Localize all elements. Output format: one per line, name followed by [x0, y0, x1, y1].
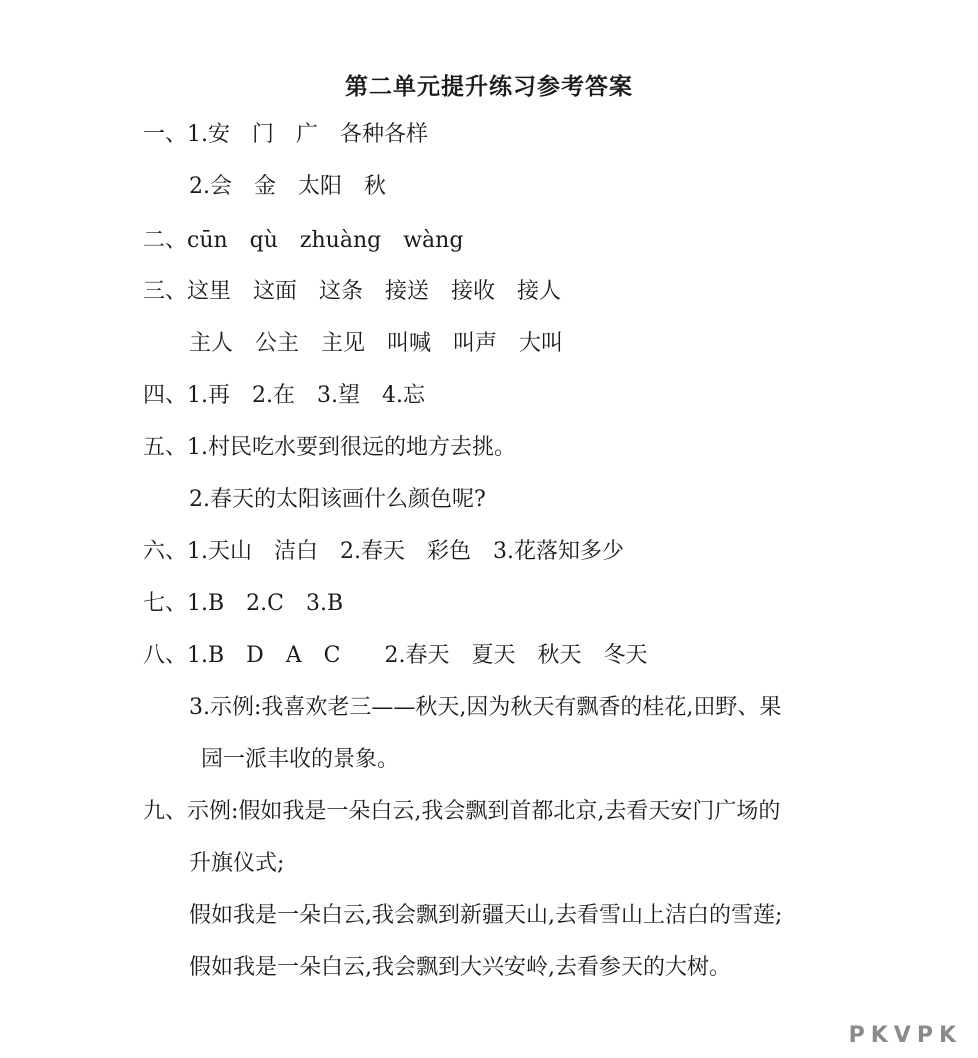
answer-line-8-3: 园一派丰收的景象。	[201, 747, 400, 772]
answer-line-1-2: 2.会 金 太阳 秋	[189, 174, 386, 199]
answer-line-9-3: 假如我是一朵白云,我会飘到新疆天山,去看雪山上洁白的雪莲;	[189, 903, 783, 928]
answer-line-3-2: 主人 公主 主见 叫喊 叫声 大叫	[189, 331, 564, 356]
answer-line-2: 二、cūn qù zhuàng wàng	[143, 228, 464, 253]
answer-line-8-1: 八、1.B D A C 2.春天 夏天 秋天 冬天	[143, 643, 648, 668]
answer-line-9-1: 九、示例:假如我是一朵白云,我会飘到首都北京,去看天安门广场的	[143, 799, 781, 824]
answer-line-5-2: 2.春天的太阳该画什么颜色呢?	[189, 487, 486, 512]
answer-line-3-1: 三、这里 这面 这条 接送 接收 接人	[143, 279, 562, 304]
answer-line-6: 六、1.天山 洁白 2.春天 彩色 3.花落知多少	[143, 539, 624, 564]
page-title: 第二单元提升练习参考答案	[345, 73, 633, 100]
answer-line-9-4: 假如我是一朵白云,我会飘到大兴安岭,去看参天的大树。	[189, 955, 731, 980]
answer-line-7: 七、1.B 2.C 3.B	[143, 591, 344, 616]
answer-line-4: 四、1.再 2.在 3.望 4.忘	[143, 383, 425, 408]
answer-line-1-1: 一、1.安 门 广 各种各样	[143, 122, 428, 147]
answer-line-5-1: 五、1.村民吃水要到很远的地方去挑。	[143, 435, 516, 460]
watermark-logo: PKVPK	[848, 1023, 962, 1048]
answer-line-8-2: 3.示例:我喜欢老三——秋天,因为秋天有飘香的桂花,田野、果	[189, 695, 782, 720]
answer-line-9-2: 升旗仪式;	[189, 851, 285, 876]
